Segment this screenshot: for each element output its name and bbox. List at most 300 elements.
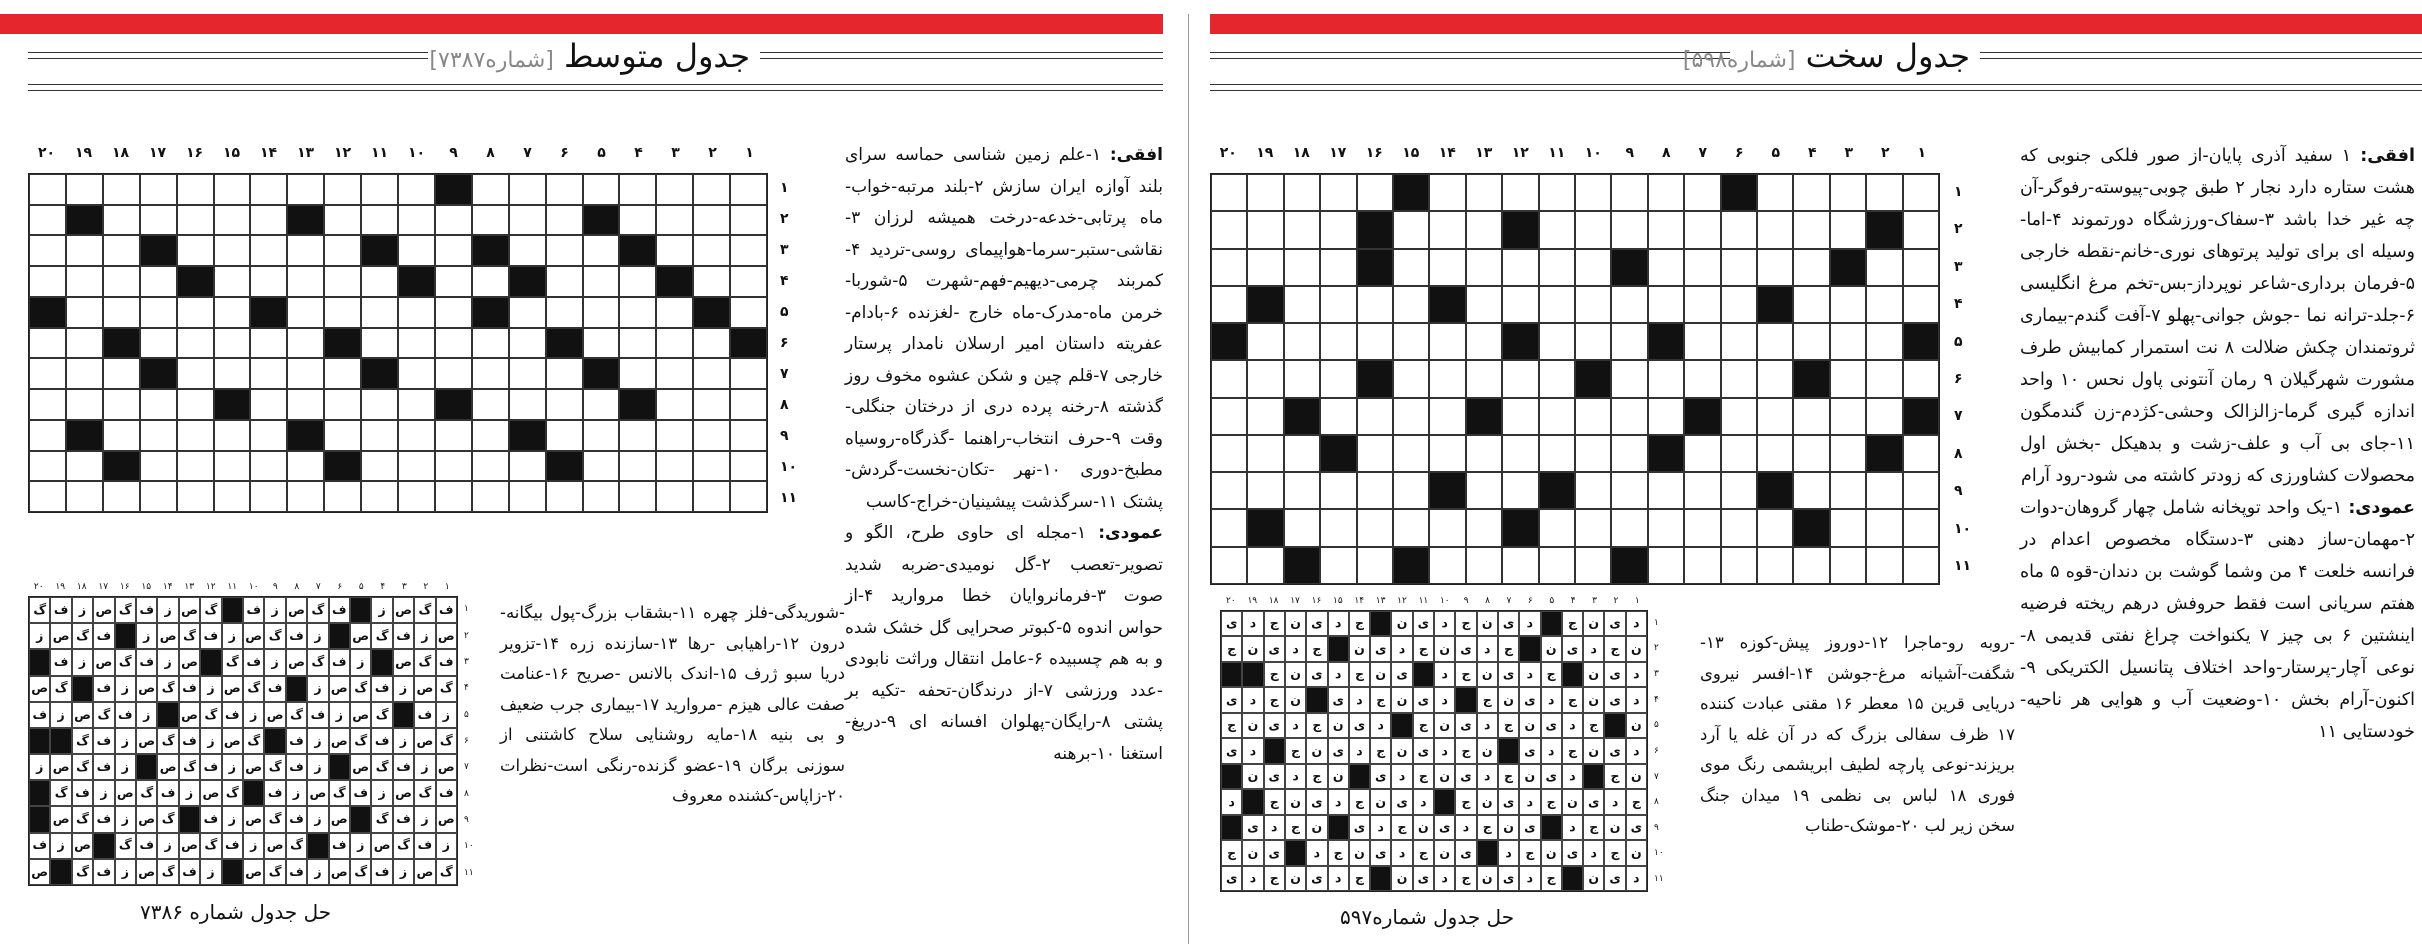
grid-cell[interactable] (29, 389, 66, 420)
grid-cell[interactable] (29, 205, 66, 236)
grid-cell[interactable] (1247, 323, 1283, 360)
grid-cell[interactable] (1721, 509, 1757, 546)
grid-cell[interactable] (1757, 509, 1793, 546)
grid-cell[interactable] (619, 328, 656, 359)
grid-cell[interactable] (1320, 472, 1356, 509)
grid-cell[interactable] (1247, 249, 1283, 286)
grid-cell[interactable] (1575, 435, 1611, 472)
grid-cell[interactable] (1793, 472, 1829, 509)
grid-cell[interactable] (177, 420, 214, 451)
grid-cell[interactable] (1502, 472, 1538, 509)
grid-cell[interactable] (1357, 472, 1393, 509)
crossword-grid[interactable] (1210, 173, 1940, 585)
grid-cell[interactable] (1684, 174, 1720, 211)
grid-cell[interactable] (1502, 547, 1538, 584)
grid-cell[interactable] (1466, 286, 1502, 323)
grid-cell[interactable] (140, 328, 177, 359)
grid-cell[interactable] (140, 420, 177, 451)
grid-cell[interactable] (1393, 286, 1429, 323)
grid-cell[interactable] (177, 451, 214, 482)
grid-cell[interactable] (29, 174, 66, 205)
grid-cell[interactable] (1757, 174, 1793, 211)
grid-cell[interactable] (1757, 323, 1793, 360)
grid-cell[interactable] (1684, 249, 1720, 286)
grid-cell[interactable] (730, 358, 767, 389)
crossword-grid[interactable] (28, 173, 768, 513)
grid-cell[interactable] (398, 328, 435, 359)
grid-cell[interactable] (398, 389, 435, 420)
grid-cell[interactable] (1320, 398, 1356, 435)
grid-cell[interactable] (1466, 211, 1502, 248)
grid-cell[interactable] (1211, 547, 1247, 584)
grid-cell[interactable] (730, 389, 767, 420)
grid-cell[interactable] (1793, 323, 1829, 360)
grid-cell[interactable] (1502, 286, 1538, 323)
grid-cell[interactable] (1539, 249, 1575, 286)
grid-cell[interactable] (103, 420, 140, 451)
grid-cell[interactable] (583, 481, 620, 512)
grid-cell[interactable] (656, 297, 693, 328)
grid-cell[interactable] (361, 389, 398, 420)
grid-cell[interactable] (1211, 211, 1247, 248)
grid-cell[interactable] (1866, 547, 1902, 584)
grid-cell[interactable] (1611, 472, 1647, 509)
grid-cell[interactable] (1648, 360, 1684, 397)
grid-cell[interactable] (1247, 174, 1283, 211)
grid-cell[interactable] (66, 266, 103, 297)
grid-cell[interactable] (1830, 472, 1866, 509)
grid-cell[interactable] (1247, 211, 1283, 248)
grid-cell[interactable] (656, 481, 693, 512)
grid-cell[interactable] (619, 481, 656, 512)
grid-cell[interactable] (1429, 174, 1465, 211)
grid-cell[interactable] (1648, 286, 1684, 323)
grid-cell[interactable] (656, 328, 693, 359)
grid-cell[interactable] (250, 328, 287, 359)
grid-cell[interactable] (1357, 547, 1393, 584)
grid-cell[interactable] (1721, 472, 1757, 509)
grid-cell[interactable] (1903, 211, 1939, 248)
grid-cell[interactable] (509, 235, 546, 266)
grid-cell[interactable] (1466, 323, 1502, 360)
grid-cell[interactable] (1648, 249, 1684, 286)
grid-cell[interactable] (140, 174, 177, 205)
grid-cell[interactable] (472, 328, 509, 359)
grid-cell[interactable] (546, 358, 583, 389)
grid-cell[interactable] (1830, 211, 1866, 248)
grid-cell[interactable] (435, 235, 472, 266)
grid-cell[interactable] (324, 235, 361, 266)
grid-cell[interactable] (546, 266, 583, 297)
grid-cell[interactable] (730, 297, 767, 328)
grid-cell[interactable] (1320, 249, 1356, 286)
grid-cell[interactable] (1320, 323, 1356, 360)
grid-cell[interactable] (177, 328, 214, 359)
grid-cell[interactable] (1757, 360, 1793, 397)
grid-cell[interactable] (1721, 435, 1757, 472)
grid-cell[interactable] (1611, 360, 1647, 397)
grid-cell[interactable] (250, 235, 287, 266)
grid-cell[interactable] (1211, 472, 1247, 509)
grid-cell[interactable] (66, 328, 103, 359)
grid-cell[interactable] (1502, 398, 1538, 435)
grid-cell[interactable] (66, 297, 103, 328)
grid-cell[interactable] (656, 235, 693, 266)
grid-cell[interactable] (287, 389, 324, 420)
grid-cell[interactable] (361, 451, 398, 482)
grid-cell[interactable] (140, 297, 177, 328)
grid-cell[interactable] (1429, 509, 1465, 546)
grid-cell[interactable] (1684, 323, 1720, 360)
grid-cell[interactable] (546, 174, 583, 205)
grid-cell[interactable] (214, 451, 251, 482)
grid-cell[interactable] (287, 297, 324, 328)
grid-cell[interactable] (140, 389, 177, 420)
grid-cell[interactable] (1611, 398, 1647, 435)
grid-cell[interactable] (693, 266, 730, 297)
grid-cell[interactable] (398, 174, 435, 205)
grid-cell[interactable] (1247, 435, 1283, 472)
grid-cell[interactable] (1793, 398, 1829, 435)
grid-cell[interactable] (177, 235, 214, 266)
grid-cell[interactable] (140, 266, 177, 297)
grid-cell[interactable] (583, 451, 620, 482)
grid-cell[interactable] (324, 266, 361, 297)
grid-cell[interactable] (214, 420, 251, 451)
grid-cell[interactable] (435, 420, 472, 451)
grid-cell[interactable] (1320, 360, 1356, 397)
grid-cell[interactable] (1793, 249, 1829, 286)
grid-cell[interactable] (1284, 435, 1320, 472)
grid-cell[interactable] (1429, 547, 1465, 584)
grid-cell[interactable] (583, 389, 620, 420)
grid-cell[interactable] (177, 481, 214, 512)
grid-cell[interactable] (1211, 435, 1247, 472)
grid-cell[interactable] (1721, 249, 1757, 286)
grid-cell[interactable] (1429, 398, 1465, 435)
grid-cell[interactable] (509, 297, 546, 328)
grid-cell[interactable] (583, 328, 620, 359)
grid-cell[interactable] (66, 481, 103, 512)
grid-cell[interactable] (1648, 509, 1684, 546)
grid-cell[interactable] (1502, 249, 1538, 286)
grid-cell[interactable] (1648, 547, 1684, 584)
grid-cell[interactable] (435, 297, 472, 328)
grid-cell[interactable] (1539, 360, 1575, 397)
grid-cell[interactable] (619, 358, 656, 389)
grid-cell[interactable] (1721, 286, 1757, 323)
grid-cell[interactable] (1793, 211, 1829, 248)
grid-cell[interactable] (693, 451, 730, 482)
grid-cell[interactable] (250, 420, 287, 451)
grid-cell[interactable] (29, 358, 66, 389)
grid-cell[interactable] (1757, 249, 1793, 286)
grid-cell[interactable] (287, 451, 324, 482)
grid-cell[interactable] (1903, 360, 1939, 397)
grid-cell[interactable] (730, 481, 767, 512)
grid-cell[interactable] (1284, 323, 1320, 360)
grid-cell[interactable] (214, 205, 251, 236)
grid-cell[interactable] (1866, 472, 1902, 509)
grid-cell[interactable] (546, 297, 583, 328)
grid-cell[interactable] (1320, 174, 1356, 211)
grid-cell[interactable] (546, 481, 583, 512)
grid-cell[interactable] (1721, 398, 1757, 435)
grid-cell[interactable] (1466, 174, 1502, 211)
grid-cell[interactable] (214, 328, 251, 359)
grid-cell[interactable] (1393, 509, 1429, 546)
grid-cell[interactable] (1757, 398, 1793, 435)
grid-cell[interactable] (1211, 249, 1247, 286)
grid-cell[interactable] (1539, 211, 1575, 248)
grid-cell[interactable] (1830, 547, 1866, 584)
grid-cell[interactable] (1757, 211, 1793, 248)
grid-cell[interactable] (177, 389, 214, 420)
grid-cell[interactable] (583, 174, 620, 205)
grid-cell[interactable] (1684, 547, 1720, 584)
grid-cell[interactable] (361, 297, 398, 328)
grid-cell[interactable] (177, 297, 214, 328)
grid-cell[interactable] (1429, 249, 1465, 286)
grid-cell[interactable] (250, 266, 287, 297)
grid-cell[interactable] (1502, 174, 1538, 211)
grid-cell[interactable] (1539, 286, 1575, 323)
grid-cell[interactable] (693, 205, 730, 236)
grid-cell[interactable] (66, 174, 103, 205)
grid-cell[interactable] (1211, 174, 1247, 211)
grid-cell[interactable] (287, 235, 324, 266)
grid-cell[interactable] (435, 451, 472, 482)
grid-cell[interactable] (1611, 509, 1647, 546)
grid-cell[interactable] (435, 266, 472, 297)
grid-cell[interactable] (1284, 249, 1320, 286)
grid-cell[interactable] (103, 235, 140, 266)
grid-cell[interactable] (509, 451, 546, 482)
grid-cell[interactable] (472, 358, 509, 389)
grid-cell[interactable] (1357, 435, 1393, 472)
grid-cell[interactable] (1648, 398, 1684, 435)
grid-cell[interactable] (1793, 435, 1829, 472)
grid-cell[interactable] (29, 235, 66, 266)
grid-cell[interactable] (1903, 472, 1939, 509)
grid-cell[interactable] (1866, 360, 1902, 397)
grid-cell[interactable] (1284, 211, 1320, 248)
grid-cell[interactable] (1320, 286, 1356, 323)
grid-cell[interactable] (398, 297, 435, 328)
grid-cell[interactable] (1575, 547, 1611, 584)
grid-cell[interactable] (1575, 249, 1611, 286)
grid-cell[interactable] (1866, 509, 1902, 546)
grid-cell[interactable] (361, 481, 398, 512)
grid-cell[interactable] (1320, 547, 1356, 584)
grid-cell[interactable] (472, 481, 509, 512)
grid-cell[interactable] (509, 389, 546, 420)
grid-cell[interactable] (656, 205, 693, 236)
grid-cell[interactable] (103, 205, 140, 236)
grid-cell[interactable] (103, 389, 140, 420)
grid-cell[interactable] (324, 205, 361, 236)
grid-cell[interactable] (1539, 323, 1575, 360)
grid-cell[interactable] (250, 205, 287, 236)
grid-cell[interactable] (693, 174, 730, 205)
grid-cell[interactable] (619, 174, 656, 205)
grid-cell[interactable] (472, 420, 509, 451)
grid-cell[interactable] (693, 328, 730, 359)
grid-cell[interactable] (287, 174, 324, 205)
grid-cell[interactable] (619, 451, 656, 482)
grid-cell[interactable] (1575, 509, 1611, 546)
grid-cell[interactable] (1502, 360, 1538, 397)
grid-cell[interactable] (66, 235, 103, 266)
grid-cell[interactable] (398, 481, 435, 512)
grid-cell[interactable] (250, 358, 287, 389)
grid-cell[interactable] (509, 174, 546, 205)
grid-cell[interactable] (730, 174, 767, 205)
grid-cell[interactable] (66, 358, 103, 389)
grid-cell[interactable] (1466, 472, 1502, 509)
grid-cell[interactable] (1830, 360, 1866, 397)
grid-cell[interactable] (472, 389, 509, 420)
grid-cell[interactable] (1393, 211, 1429, 248)
grid-cell[interactable] (509, 481, 546, 512)
grid-cell[interactable] (656, 451, 693, 482)
grid-cell[interactable] (1466, 509, 1502, 546)
grid-cell[interactable] (472, 451, 509, 482)
grid-cell[interactable] (1393, 435, 1429, 472)
grid-cell[interactable] (214, 174, 251, 205)
grid-cell[interactable] (1721, 211, 1757, 248)
grid-cell[interactable] (324, 297, 361, 328)
grid-cell[interactable] (546, 235, 583, 266)
grid-cell[interactable] (583, 235, 620, 266)
grid-cell[interactable] (1539, 435, 1575, 472)
grid-cell[interactable] (435, 481, 472, 512)
grid-cell[interactable] (472, 205, 509, 236)
grid-cell[interactable] (1830, 509, 1866, 546)
grid-cell[interactable] (1466, 249, 1502, 286)
grid-cell[interactable] (1466, 360, 1502, 397)
grid-cell[interactable] (1866, 174, 1902, 211)
grid-cell[interactable] (1866, 286, 1902, 323)
grid-cell[interactable] (1684, 472, 1720, 509)
grid-cell[interactable] (509, 205, 546, 236)
grid-cell[interactable] (29, 328, 66, 359)
grid-cell[interactable] (583, 297, 620, 328)
grid-cell[interactable] (1611, 174, 1647, 211)
grid-cell[interactable] (619, 297, 656, 328)
grid-cell[interactable] (583, 420, 620, 451)
grid-cell[interactable] (1466, 547, 1502, 584)
grid-cell[interactable] (1357, 286, 1393, 323)
grid-cell[interactable] (693, 358, 730, 389)
grid-cell[interactable] (1539, 509, 1575, 546)
grid-cell[interactable] (1611, 211, 1647, 248)
grid-cell[interactable] (472, 266, 509, 297)
grid-cell[interactable] (140, 481, 177, 512)
grid-cell[interactable] (29, 420, 66, 451)
grid-cell[interactable] (1684, 211, 1720, 248)
grid-cell[interactable] (1393, 360, 1429, 397)
grid-cell[interactable] (398, 205, 435, 236)
grid-cell[interactable] (398, 235, 435, 266)
grid-cell[interactable] (103, 297, 140, 328)
grid-cell[interactable] (1539, 547, 1575, 584)
grid-cell[interactable] (140, 451, 177, 482)
grid-cell[interactable] (435, 358, 472, 389)
grid-cell[interactable] (1611, 286, 1647, 323)
grid-cell[interactable] (693, 420, 730, 451)
grid-cell[interactable] (324, 420, 361, 451)
grid-cell[interactable] (1684, 360, 1720, 397)
grid-cell[interactable] (103, 174, 140, 205)
grid-cell[interactable] (1284, 286, 1320, 323)
grid-cell[interactable] (656, 358, 693, 389)
grid-cell[interactable] (1284, 360, 1320, 397)
grid-cell[interactable] (1429, 211, 1465, 248)
grid-cell[interactable] (619, 266, 656, 297)
grid-cell[interactable] (177, 174, 214, 205)
grid-cell[interactable] (1429, 435, 1465, 472)
grid-cell[interactable] (730, 205, 767, 236)
grid-cell[interactable] (66, 389, 103, 420)
grid-cell[interactable] (103, 481, 140, 512)
grid-cell[interactable] (1393, 323, 1429, 360)
grid-cell[interactable] (1903, 286, 1939, 323)
grid-cell[interactable] (1357, 174, 1393, 211)
grid-cell[interactable] (1648, 174, 1684, 211)
grid-cell[interactable] (1866, 323, 1902, 360)
grid-cell[interactable] (1575, 211, 1611, 248)
grid-cell[interactable] (1393, 472, 1429, 509)
grid-cell[interactable] (177, 358, 214, 389)
grid-cell[interactable] (324, 389, 361, 420)
grid-cell[interactable] (1611, 435, 1647, 472)
grid-cell[interactable] (398, 420, 435, 451)
grid-cell[interactable] (1320, 509, 1356, 546)
grid-cell[interactable] (730, 451, 767, 482)
grid-cell[interactable] (1903, 249, 1939, 286)
grid-cell[interactable] (1211, 398, 1247, 435)
grid-cell[interactable] (1793, 286, 1829, 323)
grid-cell[interactable] (1793, 547, 1829, 584)
grid-cell[interactable] (1429, 360, 1465, 397)
grid-cell[interactable] (324, 358, 361, 389)
grid-cell[interactable] (693, 389, 730, 420)
grid-cell[interactable] (1648, 472, 1684, 509)
grid-cell[interactable] (435, 328, 472, 359)
grid-cell[interactable] (656, 389, 693, 420)
grid-cell[interactable] (1611, 323, 1647, 360)
grid-cell[interactable] (1830, 323, 1866, 360)
grid-cell[interactable] (1721, 323, 1757, 360)
grid-cell[interactable] (1757, 547, 1793, 584)
grid-cell[interactable] (1247, 360, 1283, 397)
grid-cell[interactable] (1320, 211, 1356, 248)
grid-cell[interactable] (1247, 472, 1283, 509)
grid-cell[interactable] (509, 328, 546, 359)
grid-cell[interactable] (435, 205, 472, 236)
grid-cell[interactable] (361, 420, 398, 451)
grid-cell[interactable] (1575, 398, 1611, 435)
grid-cell[interactable] (1429, 323, 1465, 360)
grid-cell[interactable] (1721, 547, 1757, 584)
grid-cell[interactable] (1684, 286, 1720, 323)
grid-cell[interactable] (1830, 398, 1866, 435)
grid-cell[interactable] (103, 358, 140, 389)
grid-cell[interactable] (214, 266, 251, 297)
grid-cell[interactable] (730, 420, 767, 451)
grid-cell[interactable] (1284, 509, 1320, 546)
